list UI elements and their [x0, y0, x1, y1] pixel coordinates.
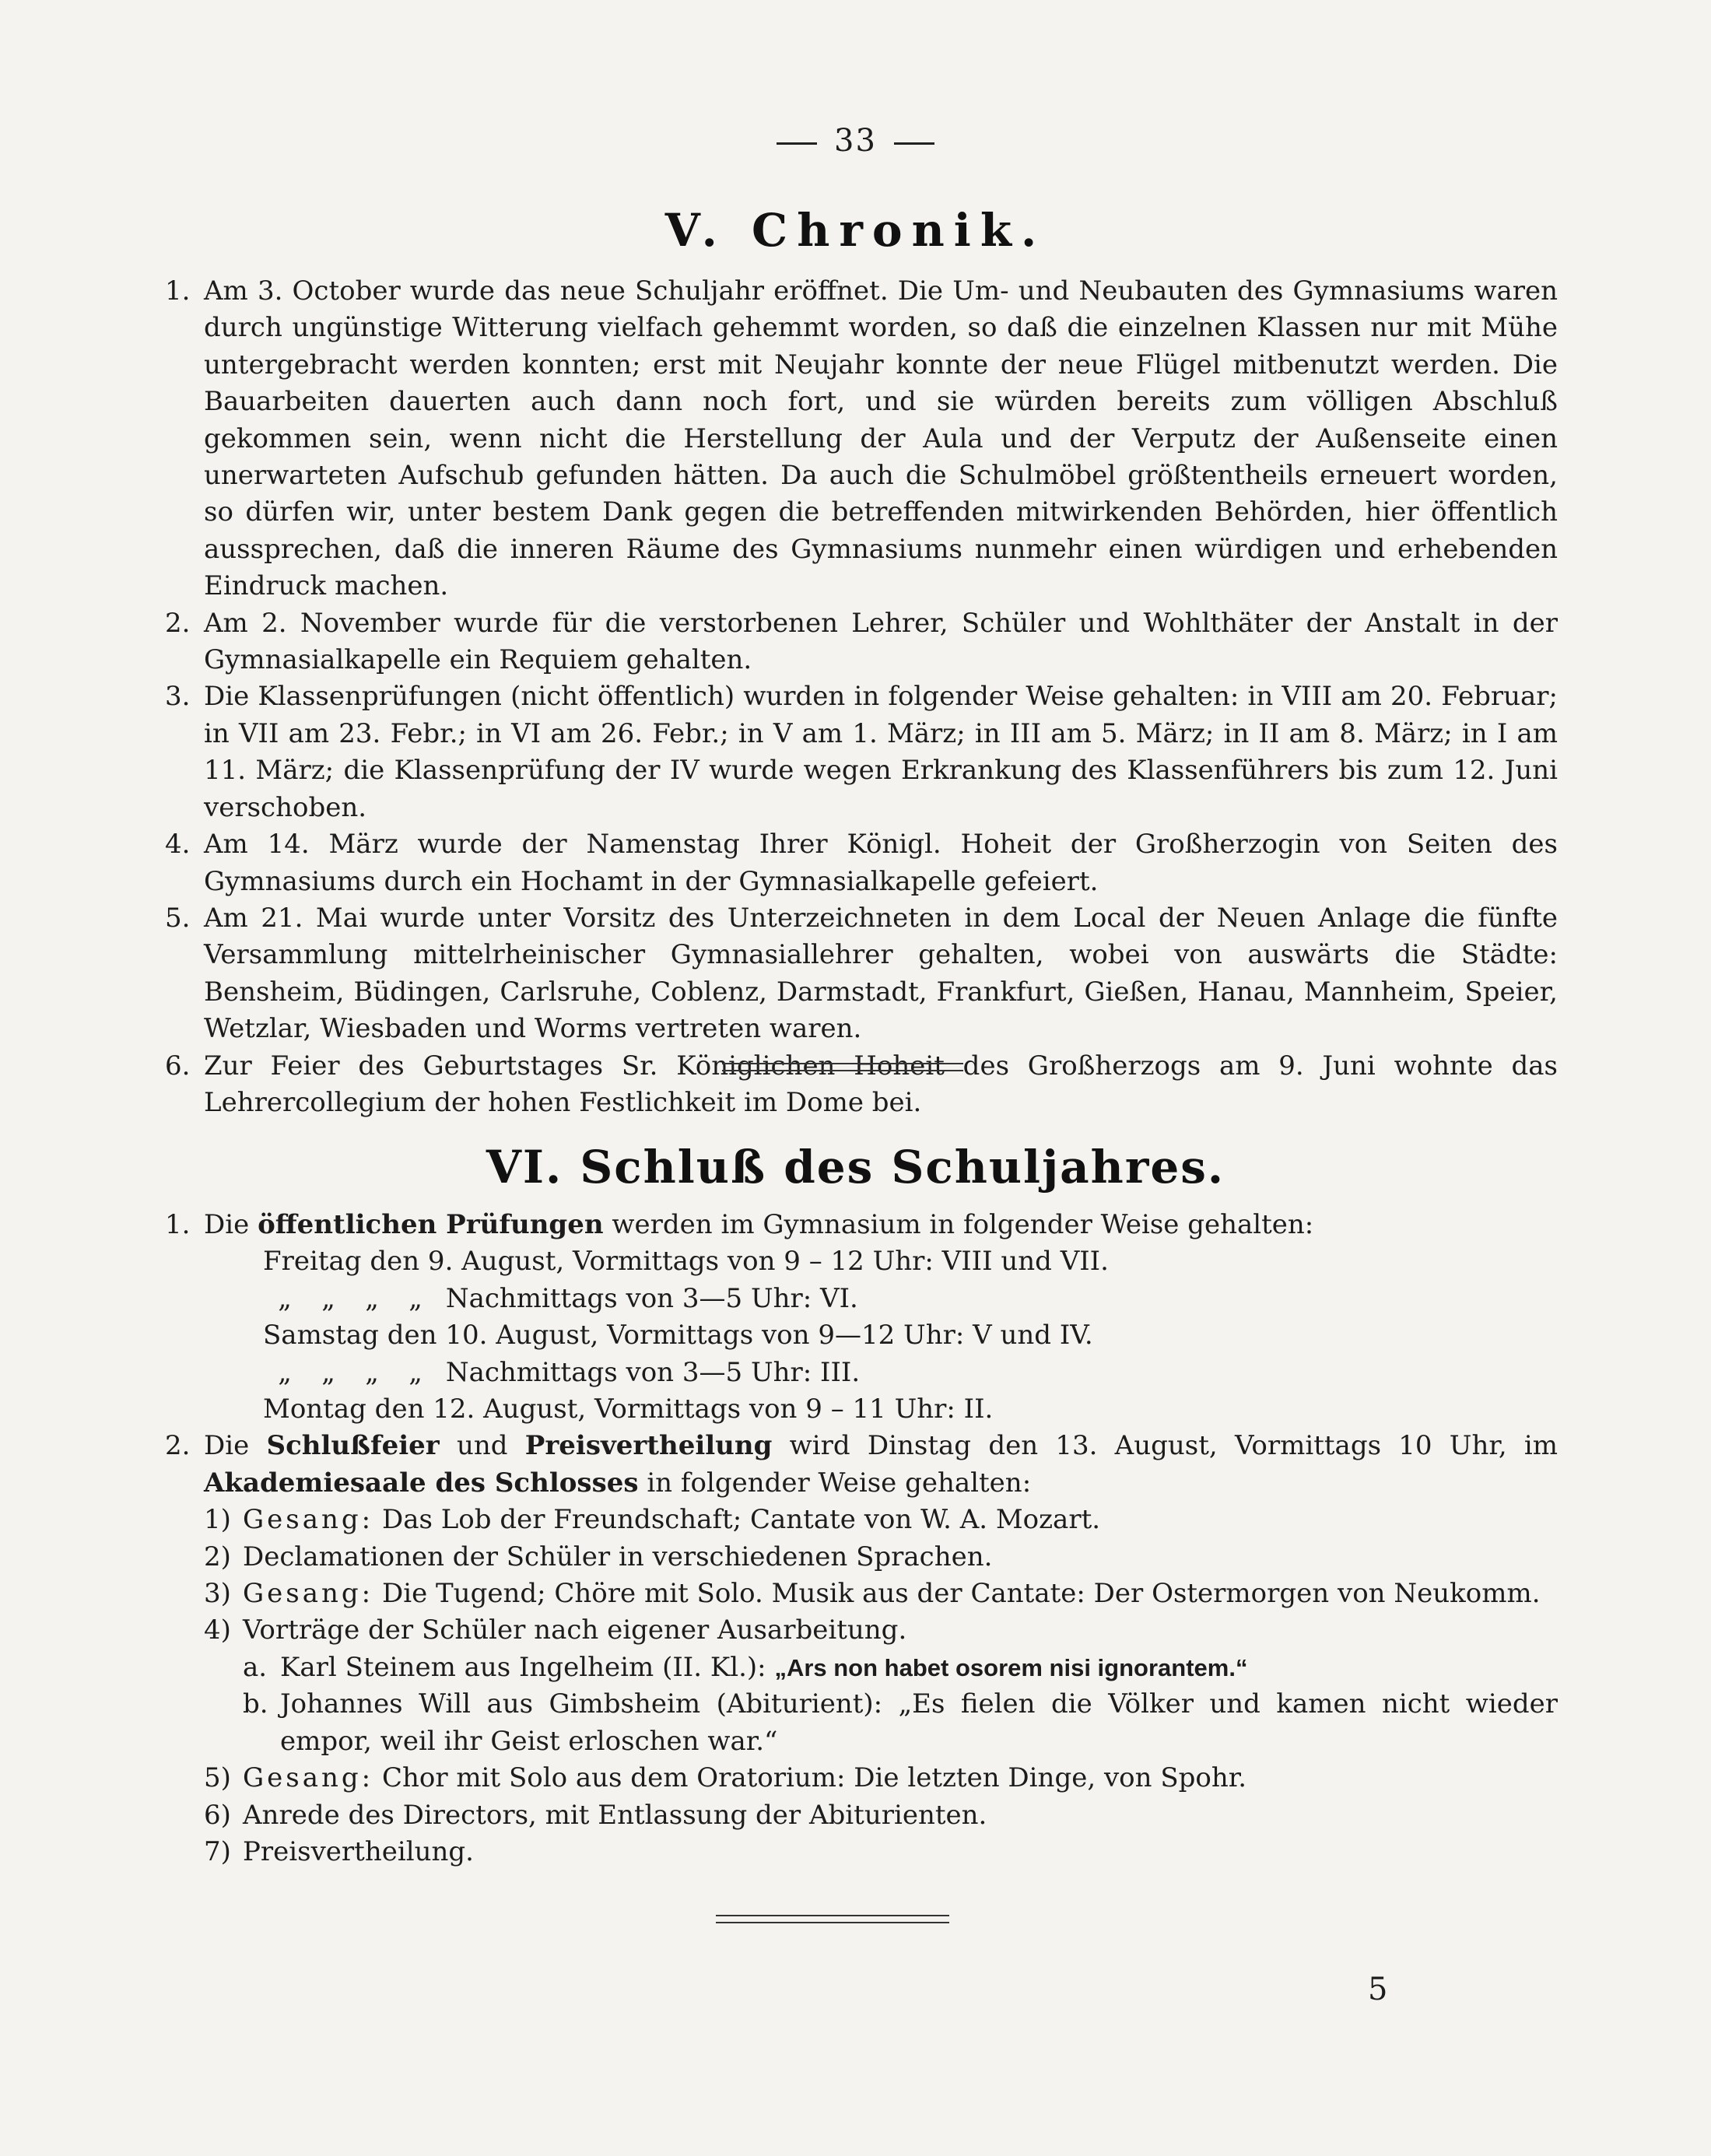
dash-left	[777, 142, 817, 145]
program-item	[204, 1834, 1558, 1870]
program-item	[204, 1502, 1558, 1538]
declamation-item	[243, 1686, 1558, 1760]
chronik-item	[165, 826, 1558, 900]
ditto-mark: „	[365, 1356, 379, 1388]
chronik-item	[165, 1048, 1558, 1122]
emphasis-text: Preisvertheilung	[524, 1430, 773, 1462]
sub-number: a.	[243, 1651, 268, 1683]
schedule-row: Freitag den 9. August, Vormittags von 9 – 12 Uhr: VIII und VII.	[263, 1246, 1109, 1278]
exam-schedule	[263, 1243, 1558, 1428]
text-fragment: werden im Gymnasium in folgender Weise gehalten:	[612, 1209, 1314, 1240]
program-text: Die Tugend; Chöre mit Solo. Musik aus der Cantate: Der Ostermorgen von Neukomm.	[381, 1578, 1541, 1610]
ditto-mark: „	[321, 1282, 335, 1314]
item-number: 1.	[165, 275, 191, 307]
item-number: 2.	[165, 1430, 191, 1462]
program-number: 2)	[204, 1541, 231, 1572]
ditto-mark: „	[278, 1356, 292, 1388]
item-number: 5.	[165, 902, 191, 934]
text-fragment: wird Dinstag den 13. August, Vormittags 10 Uhr, im	[789, 1430, 1558, 1462]
text-fragment: Die	[204, 1209, 250, 1240]
item-text: Die Klassenprüfungen (nicht öffentlich) wurden in folgender Weise gehalten: in VIII am 20. Februar; in VII am 23. Febr.; in VI am 26. Febr.; in V am 1. März; in III am 5. März; in II am 8. März; in I am 11. März; die Klassenprüfung der IV wurde wegen Erkrankung des Klassenführers bis zum 12. Juni verschoben.	[204, 681, 1558, 823]
folio-number: 5	[1368, 1972, 1388, 2007]
program-number: 7)	[204, 1835, 231, 1867]
page-number-header	[0, 123, 1711, 159]
chronik-heading: V. Chronik.	[664, 204, 1047, 257]
program-item	[204, 1797, 1558, 1834]
schedule-row: Montag den 12. August, Vormittags von 9 – 11 Uhr: II.	[263, 1394, 994, 1425]
emphasis-text: Schlußfeier	[266, 1430, 440, 1462]
schedule-text: Nachmittags von 3—5 Uhr: III.	[445, 1356, 861, 1388]
program-text: Preisvertheilung.	[243, 1835, 474, 1867]
program-text: Chor mit Solo aus dem Oratorium: Die letzten Dinge, von Spohr.	[381, 1762, 1247, 1794]
dash-right	[894, 142, 934, 145]
declamation-title: „Ars non habet osorem nisi ignorantem.“	[774, 1653, 1248, 1681]
chronik-item	[165, 273, 1558, 605]
program-text: Das Lob der Freundschaft; Cantate von W. A. Mozart.	[381, 1504, 1101, 1536]
schluss-item-2	[165, 1428, 1558, 1502]
emphasis-text: öffentlichen Prüfungen	[258, 1209, 604, 1240]
emphasis-text: Akademiesaale des Schlosses	[204, 1467, 639, 1499]
item-text: Am 2. November wurde für die verstorbenen Lehrer, Schüler und Wohlthäter der Anstalt in der Gymnasialkapelle ein Requiem gehalten.	[204, 607, 1558, 676]
section-divider	[716, 1915, 949, 1923]
item-number: 2.	[165, 607, 191, 639]
item-text: Am 14. März wurde der Namenstag Ihrer Königl. Hoheit der Großherzogin von Seiten des Gymnasiums durch ein Hochamt in der Gymnasialkapelle gefeiert.	[204, 829, 1558, 897]
schedule-row	[263, 1355, 1558, 1391]
program-item	[204, 1539, 1558, 1576]
program-label: Gesang:	[243, 1504, 374, 1536]
ditto-mark: „	[408, 1282, 422, 1314]
declamation-item	[243, 1649, 1558, 1686]
ditto-mark: „	[278, 1282, 292, 1314]
speaker-name: Karl Steinem aus Ingelheim (II. Kl.):	[280, 1651, 766, 1683]
program-item	[204, 1612, 1558, 1649]
schluss-heading: VI. Schluß des Schuljahres.	[486, 1141, 1225, 1194]
program-label: Gesang:	[243, 1762, 374, 1794]
program-number: 5)	[204, 1762, 231, 1794]
item-number: 3.	[165, 681, 191, 713]
schedule-text: Nachmittags von 3—5 Uhr: VI.	[445, 1282, 858, 1314]
chronik-list	[165, 273, 1558, 1121]
item-number: 6.	[165, 1050, 191, 1082]
item-number: 4.	[165, 829, 191, 861]
sub-number: b.	[243, 1688, 268, 1720]
program-list-continued	[204, 1760, 1558, 1870]
program-item	[204, 1760, 1558, 1797]
program-number: 3)	[204, 1578, 231, 1610]
text-fragment: in folgender Weise gehalten:	[647, 1467, 1032, 1499]
program-label: Gesang:	[243, 1578, 374, 1610]
program-number: 1)	[204, 1504, 231, 1536]
schedule-row: Samstag den 10. August, Vormittags von 9—12 Uhr: V und IV.	[263, 1320, 1093, 1351]
schluss-section	[165, 1207, 1558, 1870]
program-number: 4)	[204, 1614, 231, 1646]
program-text: Vorträge der Schüler nach eigener Ausarbeitung.	[243, 1614, 907, 1646]
schedule-row	[263, 1281, 1558, 1317]
page-number: 33	[834, 123, 877, 159]
program-item	[204, 1576, 1558, 1612]
item-text: Am 3. October wurde das neue Schuljahr eröffnet. Die Um- und Neubauten des Gymnasiums waren durch ungünstige Witterung vielfach gehemmt worden, so daß die einzelnen Klassen nur mit Mühe untergebracht werden konnten; erst mit Neujahr konnte der neue Flügel mitbenutzt werden. Die Bauarbeiten dauerten auch dann noch fort, und sie würden bereits zum völligen Abschluß gekommen sein, wenn nicht die Herstellung der Aula und der Verputz der Außenseite einen unerwarteten Aufschub gefunden hätten. Da auch die Schulmöbel größtentheils erneuert worden, so dürfen wir, unter bestem Dank gegen die betreffenden mitwirkenden Behörden, hier öffentlich aussprechen, daß die inneren Räume des Gymnasiums nunmehr einen würdigen und erhebenden Eindruck machen.	[204, 275, 1558, 602]
program-list	[204, 1502, 1558, 1649]
program-text: Declamationen der Schüler in verschiedenen Sprachen.	[243, 1541, 993, 1572]
chronik-item	[165, 605, 1558, 679]
chronik-item	[165, 900, 1558, 1048]
item-number: 1.	[165, 1209, 191, 1240]
ditto-mark: „	[321, 1356, 335, 1388]
program-text: Anrede des Directors, mit Entlassung der Abiturienten.	[243, 1799, 987, 1831]
schluss-item-1	[165, 1207, 1558, 1243]
speaker-name: Johannes Will aus Gimbsheim (Abiturient):	[280, 1688, 883, 1720]
chronik-item	[165, 678, 1558, 826]
section-divider	[722, 1063, 963, 1071]
item-text: Zur Feier des Geburtstages Sr. Königlichen Hoheit des Großherzogs am 9. Juni wohnte das Lehrercollegium der hohen Festlichkeit im Dome bei.	[204, 1050, 1558, 1118]
ditto-mark: „	[365, 1282, 379, 1314]
text-fragment: Die	[204, 1430, 250, 1462]
program-number: 6)	[204, 1799, 231, 1831]
declamation-title: „Es fielen die Völker und kamen nicht wieder empor, weil ihr Geist erloschen war.“	[280, 1688, 1558, 1757]
text-fragment: und	[456, 1430, 508, 1462]
item-text: Am 21. Mai wurde unter Vorsitz des Unterzeichneten in dem Local der Neuen Anlage die fünfte Versammlung mittelrheinischer Gymnasiallehrer gehalten, wobei von auswärts die Städte: Bensheim, Büdingen, Carlsruhe, Coblenz, Darmstadt, Frankfurt, Gießen, Hanau, Mannheim, Speier, Wetzlar, Wiesbaden und Worms vertreten waren.	[204, 902, 1558, 1045]
ditto-mark: „	[408, 1356, 422, 1388]
